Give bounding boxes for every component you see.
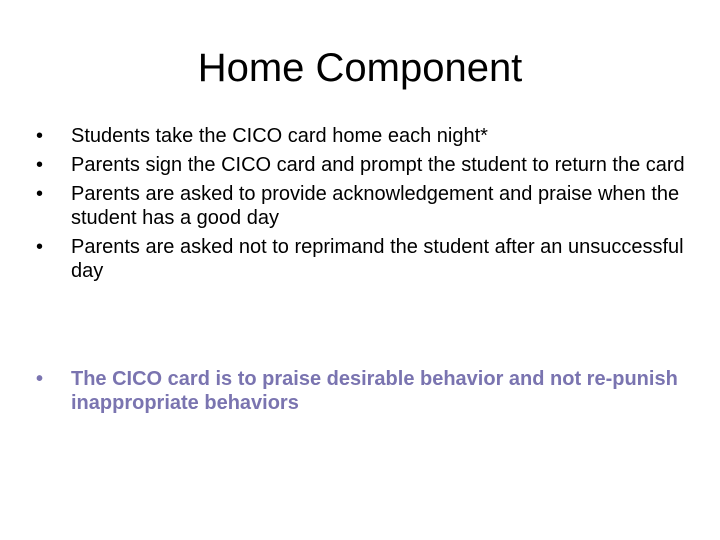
emphasis-bullet-text: The CICO card is to praise desirable behavior and not re-punish inappropriate behaviors: [71, 368, 678, 414]
bullet-item: [36, 153, 696, 177]
bullet-icon: •: [36, 236, 44, 258]
bullet-item: [36, 182, 696, 230]
bullet-icon: •: [36, 125, 44, 147]
bullet-icon: •: [36, 154, 44, 176]
bullet-item: [36, 124, 696, 148]
bullet-icon: •: [36, 183, 44, 205]
bullet-text: Parents sign the CICO card and prompt the student to return the card: [71, 154, 685, 176]
bullet-item: [36, 235, 696, 283]
bullet-text: Students take the CICO card home each night*: [71, 125, 488, 147]
emphasis-list: [36, 367, 696, 420]
bullet-list: [36, 124, 696, 288]
emphasis-bullet-item: [36, 367, 696, 415]
bullet-text: Parents are asked to provide acknowledgement and praise when the student has a good day: [71, 183, 680, 229]
bullet-icon: •: [36, 368, 44, 390]
bullet-text: Parents are asked not to reprimand the student after an unsuccessful day: [71, 236, 684, 282]
slide-title: Home Component: [197, 46, 523, 90]
